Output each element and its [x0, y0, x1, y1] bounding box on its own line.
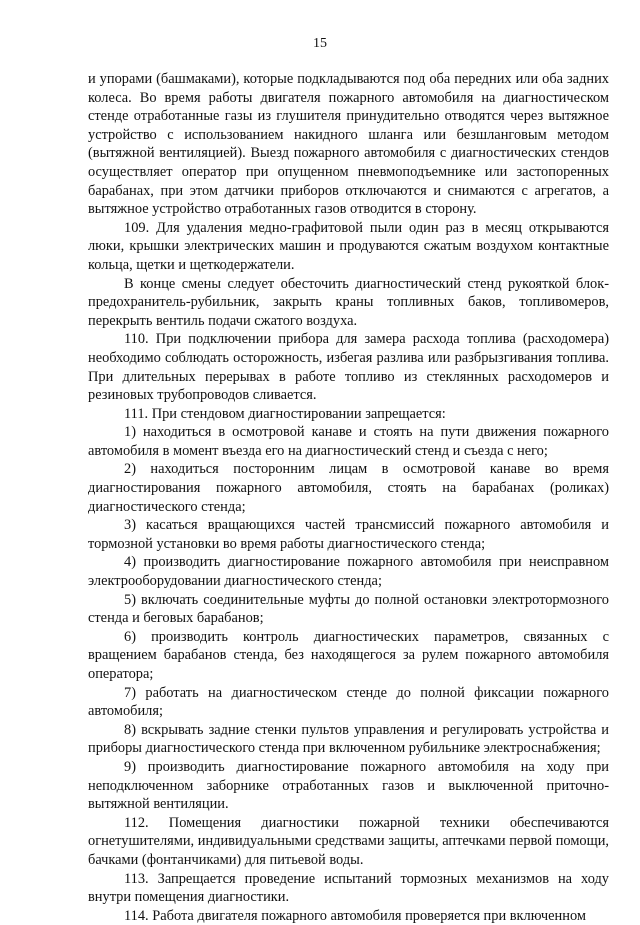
paragraph-111: 111. При стендовом диагностировании запрещается: — [124, 405, 446, 422]
list-item-111-5: 5) включать соединительные муфты до полной остановки электротормозного стенда и беговых барабанов; — [88, 591, 609, 627]
list-item-111-8: 8) вскрывать задние стенки пультов управления и регулировать устройства и приборы диагностического стенда при включенном рубильнике электроснабжения; — [88, 721, 609, 757]
paragraph-110: 110. При подключении прибора для замера расхода топлива (расходомера) необходимо соблюдать осторожность, избегая разлива или разбрызгивания топлива. При длительных перерывах в работе топливо из стеклянных расходомеров и резиновых трубопроводов сливается. — [88, 331, 609, 404]
list-item-111-9: 9) производить диагностирование пожарного автомобиля на ходу при неподключенном заборнике отработанных газов и выключенной приточно-вытяжной вентиляции. — [88, 758, 609, 813]
paragraph-109: 109. Для удаления медно-графитовой пыли один раз в месяц открываются люки, крышки электрических машин и продуваются сжатым воздухом контактные кольца, щетки и щеткодержатели. — [88, 219, 609, 273]
list-item-111-6: 6) производить контроль диагностических параметров, связанных с вращением барабанов стенда, без находящегося за рулем пожарного автомобиля оператора; — [88, 628, 609, 682]
paragraph-continuation: и упорами (башмаками), которые подкладываются под оба передних или оба задних колеса. Во время работы двигателя пожарного автомобиля на диагностическом стенде отработанные газы из глушителя принудительно отводятся через вытяжное устройство с использованием накидного шланга или безшланговым методом (вытяжной вентиляцией). Выезд пожарного автомобиля с диагностических стендов осуществляет оператор при опущенном пневмоподъемнике или застопоренных барабанах, при этом датчики приборов отключаются и снимаются с агрегатов, а вытяжное устройство отработанных газов отводится в сторону. — [88, 71, 609, 218]
paragraph-112: 112. Помещения диагностики пожарной техники обеспечиваются огнетушителями, индивидуальными средствами защиты, аптечками первой помощи, бачками (фонтанчиками) для питьевой воды. — [88, 814, 610, 868]
list-item-111-4: 4) производить диагностирование пожарного автомобиля при неисправном электрооборудовании диагностического стенда; — [88, 554, 609, 590]
list-item-111-1: 1) находиться в осмотровой канаве и стоять на пути движения пожарного автомобиля в момент въезда его на диагностический стенд и съезда с него; — [88, 424, 609, 459]
list-item-111-3: 3) касаться вращающихся частей трансмиссий пожарного автомобиля и тормозной установки во время работы диагностического стенда; — [88, 517, 609, 552]
list-item-111-2: 2) находиться посторонним лицам в осмотровой канаве во время диагностирования пожарного автомобиля, стоять на барабанах (роликах) диагностического стенда; — [88, 461, 609, 515]
paragraph-114: 114. Работа двигателя пожарного автомобиля проверяется при включенном — [124, 907, 586, 924]
document-body — [88, 70, 609, 925]
paragraph-113: 113. Запрещается проведение испытаний тормозных механизмов на ходу внутри помещения диагностики. — [88, 870, 609, 906]
list-item-111-7: 7) работать на диагностическом стенде до полной фиксации пожарного автомобиля; — [88, 684, 609, 720]
page-number: 15 — [313, 36, 327, 51]
paragraph-end-of-shift: В конце смены следует обесточить диагностический стенд рукояткой блок-предохранитель-рубильник, закрыть краны топливных баков, топливомеров, перекрыть вентиль подачи сжатого воздуха. — [88, 275, 609, 329]
